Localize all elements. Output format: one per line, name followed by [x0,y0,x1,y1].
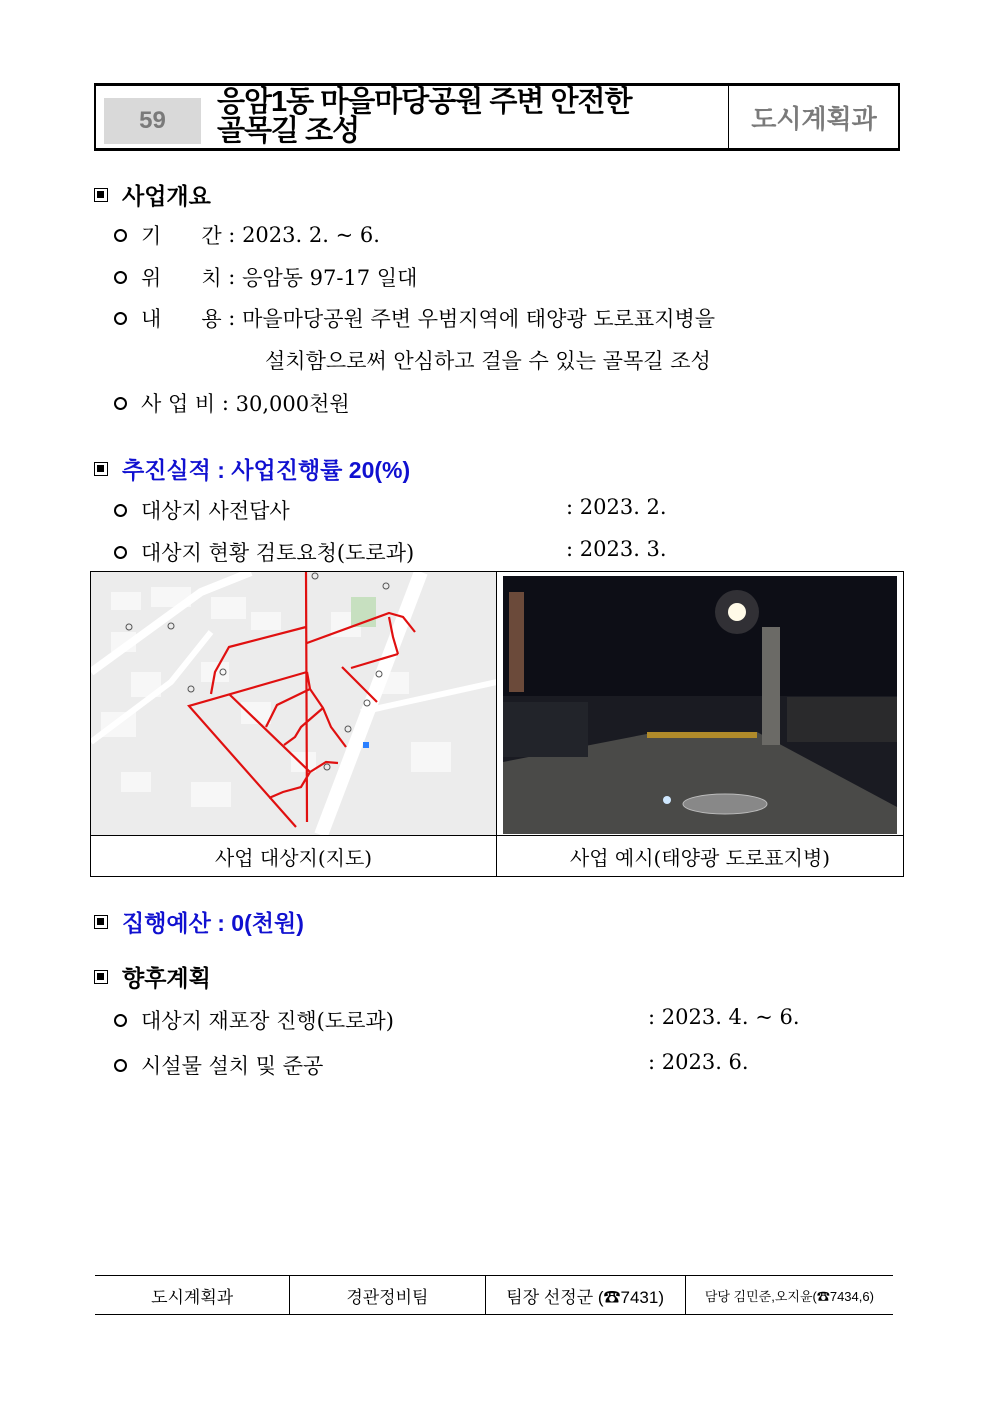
section-budget-heading [94,905,304,938]
item-label: 시설물 설치 및 준공 [141,1054,324,1078]
plan-item [114,1050,323,1080]
footer-department: 도시계획과 [95,1276,290,1314]
overview-item-content-continued [265,345,711,375]
overview-item-budget [114,388,350,418]
item-label: 대상지 재포장 진행(도로과) [141,1009,394,1033]
map-image [91,572,497,835]
colon-sep: : [221,265,243,289]
square-bullet-icon [94,462,108,476]
square-bullet-icon [94,915,108,929]
colon-sep: : [221,223,243,247]
contact-footer [95,1275,893,1315]
page-title [217,88,727,146]
footer-team: 경관정비팀 [290,1276,485,1314]
section-overview-heading [94,178,211,211]
map-illustration [91,572,497,835]
section-title: 향후계획 [122,965,211,991]
item-label: 대상지 현황 검토요청(도로과) [141,541,415,565]
title-line-1: 응암1동 마을마당공원 주변 안전한 [217,86,632,118]
item-value: 마을마당공원 주변 우범지역에 태양광 도로표지병을 [242,307,716,331]
plan-item-date: : 2023. 4. ~ 6. [648,1005,800,1029]
circle-bullet-icon [114,546,127,559]
example-photo [497,572,903,835]
section-title: 사업개요 [122,183,211,209]
item-value: 30,000천원 [235,392,350,416]
department-label: 도시계획과 [728,86,899,148]
item-label: 내 용 [141,307,222,331]
colon-sep: : [221,306,243,330]
section-progress-heading [94,452,410,485]
overview-item-content [114,303,715,333]
square-bullet-icon [94,970,108,984]
progress-item-date: : 2023. 3. [566,537,667,561]
circle-bullet-icon [114,229,127,242]
overview-item-location [114,262,417,292]
item-value: 2023. 2. ~ 6. [242,223,380,247]
item-label: 사 업 비 [141,392,216,416]
footer-team-leader: 팀장 선정군 (☎7431) [486,1276,686,1314]
square-bullet-icon [94,188,108,202]
map-caption: 사업 대상지(지도) [91,835,497,876]
progress-item [114,537,414,567]
item-value-line-2: 설치함으로써 안심하고 걸을 수 있는 골목길 조성 [265,349,711,373]
circle-bullet-icon [114,1059,127,1072]
item-label: 기 간 [141,224,222,248]
section-title: 추진실적 : 사업진행률 20(%) [122,457,411,483]
item-label: 대상지 사전답사 [141,499,290,523]
colon-sep: : [215,391,236,415]
photo-caption: 사업 예시(태양광 도로표지병) [497,835,903,876]
circle-bullet-icon [114,397,127,410]
item-number-badge: 59 [104,98,201,144]
night-street-photo [497,572,903,835]
overview-item-period [114,220,380,250]
plan-item-date: : 2023. 6. [648,1050,749,1074]
plan-item [114,1005,394,1035]
section-plan-heading [94,960,211,993]
section-title: 집행예산 : 0(천원) [122,910,304,936]
progress-item [114,495,290,525]
title-line-2: 골목길 조성 [217,115,360,147]
figures-table [90,571,904,877]
item-label: 위 치 [141,266,222,290]
title-header [94,83,900,151]
circle-bullet-icon [114,312,127,325]
circle-bullet-icon [114,504,127,517]
footer-staff: 담당 김민준,오지윤(☎7434,6) [704,1288,874,1304]
progress-item-date: : 2023. 2. [566,495,667,519]
item-value: 응암동 97-17 일대 [242,266,418,290]
circle-bullet-icon [114,1014,127,1027]
circle-bullet-icon [114,271,127,284]
